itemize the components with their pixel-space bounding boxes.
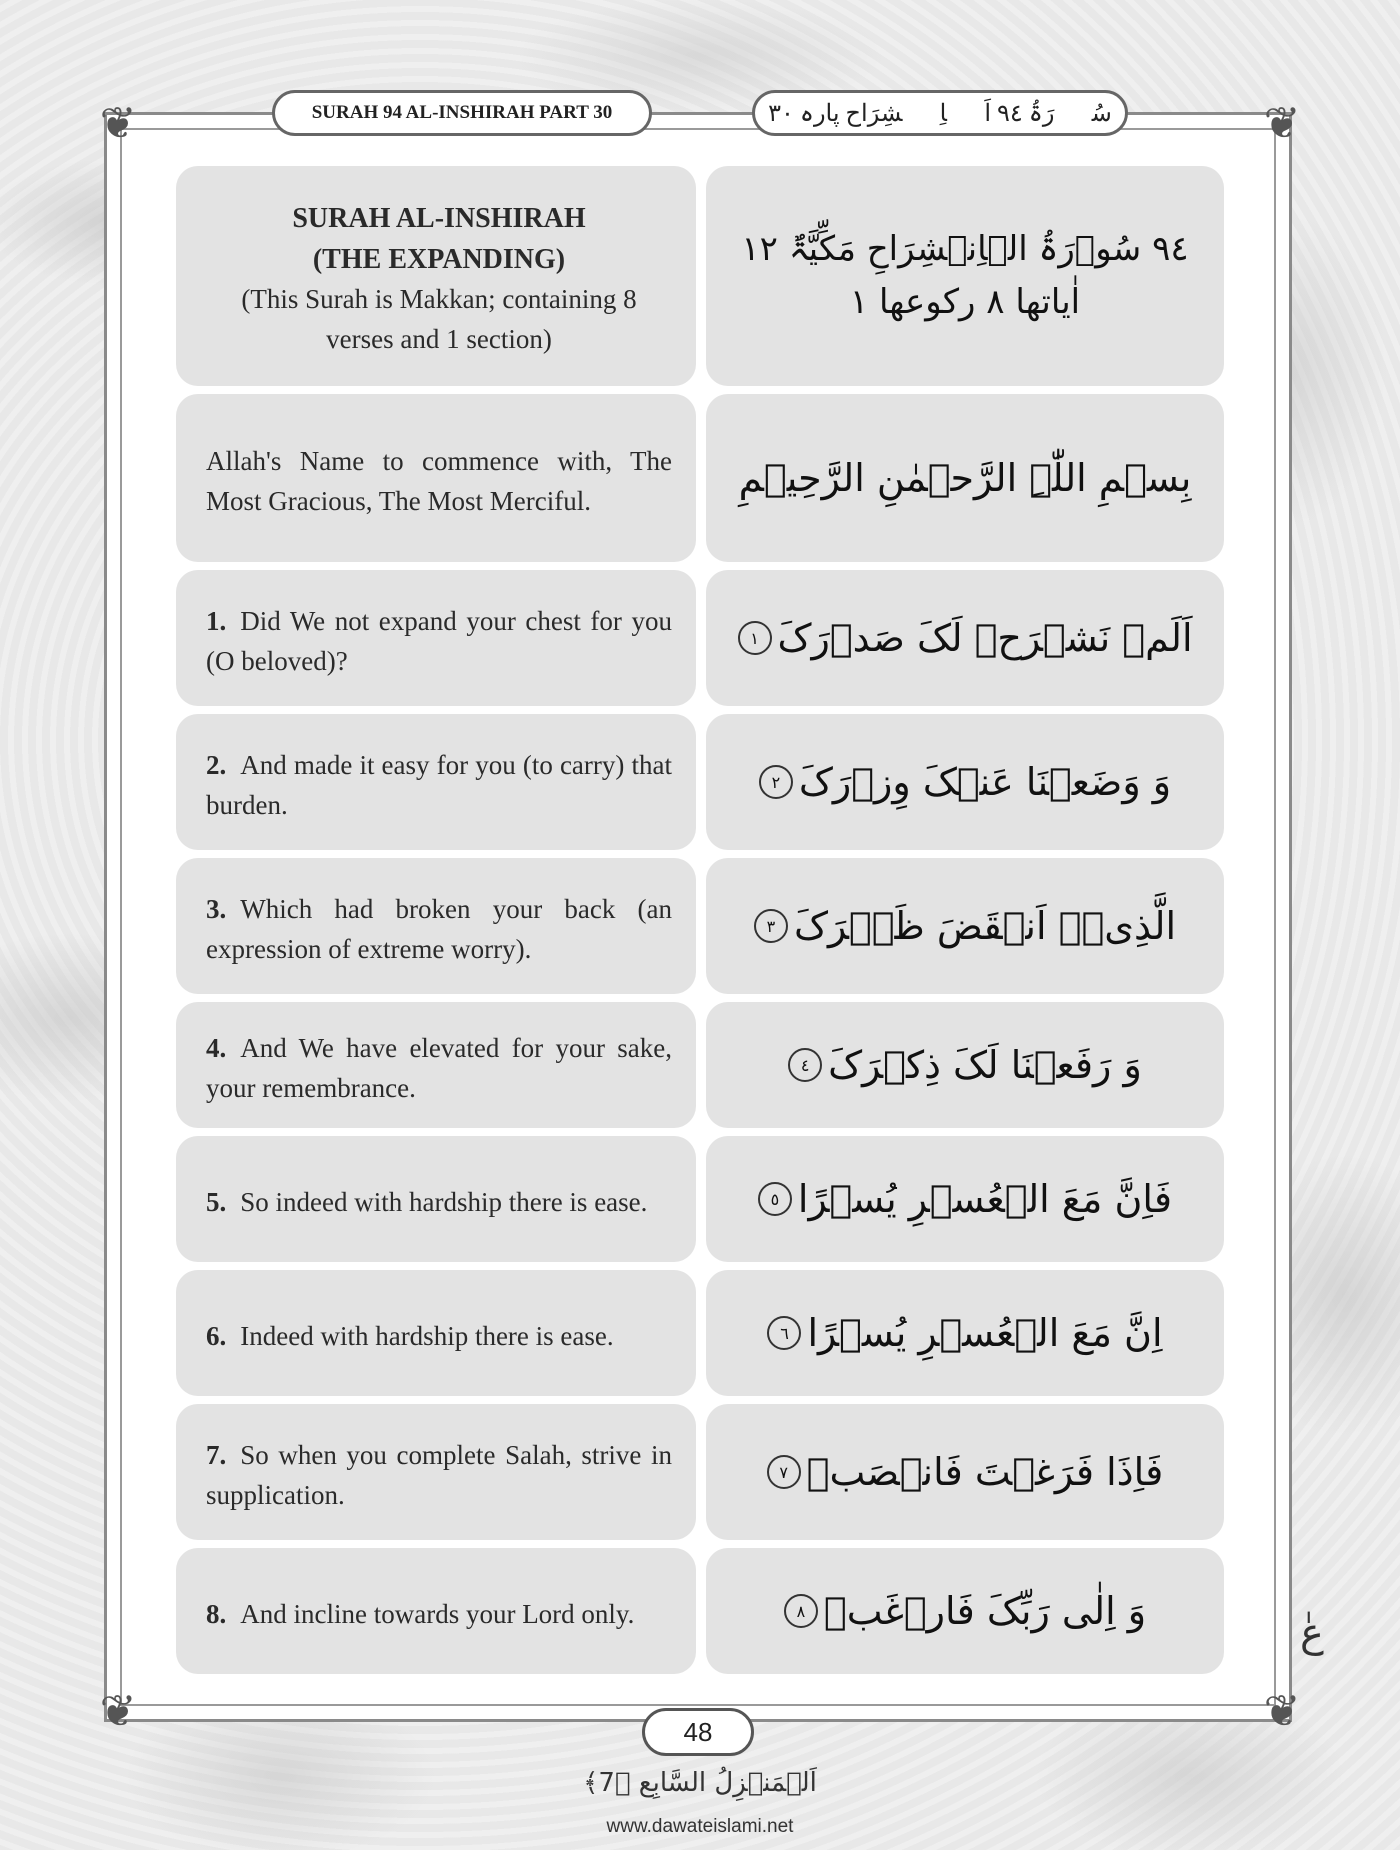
- intro-arabic-cell: [706, 166, 1224, 386]
- verse-number: 3.: [206, 893, 227, 924]
- surah-description: (This Surah is Makkan; containing 8 verses and 1 section): [241, 284, 637, 354]
- verse-arabic: اِنَّ مَعَ الۡعُسۡرِ یُسۡرًا: [807, 1311, 1163, 1355]
- header-title-arabic: سُوۡرَۃُ ٩٤ اَلۡاِنۡشِرَاح پارہ ٣٠: [752, 90, 1128, 136]
- verse-english-cell: [176, 1548, 696, 1674]
- ayah-end-icon: ٦: [767, 1316, 801, 1350]
- verse-english: And incline towards your Lord only.: [240, 1598, 635, 1629]
- corner-ornament-icon: ❦: [1263, 98, 1301, 149]
- verse-english: And made it easy for you (to carry) that burden.: [206, 749, 672, 820]
- verse-number: 6.: [206, 1320, 227, 1351]
- verse-row: [176, 1136, 1224, 1262]
- verse-english: So when you complete Salah, strive in supplication.: [206, 1439, 672, 1510]
- verse-row: [176, 1404, 1224, 1540]
- verse-arabic: فَاِنَّ مَعَ الۡعُسۡرِ یُسۡرًا: [797, 1177, 1173, 1221]
- ruku-mark: عٰ: [1300, 1610, 1324, 1656]
- verse-arabic-cell: [706, 1404, 1224, 1540]
- verse-arabic-cell: [706, 1002, 1224, 1128]
- verse-english-cell: [176, 570, 696, 706]
- verse-arabic-cell: [706, 1136, 1224, 1262]
- surah-title: SURAH AL-INSHIRAH: [292, 203, 586, 235]
- verse-row: [176, 570, 1224, 706]
- ayah-end-icon: ٨: [784, 1594, 818, 1628]
- ayah-end-icon: ٥: [758, 1182, 792, 1216]
- verse-number: 8.: [206, 1598, 227, 1629]
- surah-arabic-heading: ٩٤ سُوۡرَۃُ الۡاِنۡشِرَاحِ مَکِّیَّۃٌ ١٢: [741, 229, 1189, 270]
- intro-english-cell: [176, 166, 696, 386]
- verse-number: 1.: [206, 605, 227, 636]
- verse-english: Which had broken your back (an expression of extreme worry).: [206, 893, 672, 964]
- verse-arabic-cell: [706, 1270, 1224, 1396]
- bismillah-row: [176, 394, 1224, 562]
- surah-arabic-counts: اٰیاتها ٨ رکوعها ١: [849, 282, 1081, 322]
- website-link[interactable]: www.dawateislami.net: [606, 1816, 794, 1837]
- corner-ornament-icon: ❦: [99, 98, 137, 149]
- verse-english-cell: [176, 858, 696, 994]
- intro-row: [176, 166, 1224, 386]
- verse-arabic: وَ اِلٰی رَبِّکَ فَارۡغَبۡ: [823, 1589, 1147, 1633]
- corner-ornament-icon: ❦: [99, 1686, 137, 1737]
- verse-arabic-cell: [706, 1548, 1224, 1674]
- verse-arabic: وَ رَفَعۡنَا لَکَ ذِکۡرَکَ: [828, 1043, 1142, 1087]
- verse-number: 7.: [206, 1439, 227, 1470]
- verse-arabic-cell: [706, 570, 1224, 706]
- page-number: 48: [642, 1708, 754, 1756]
- verse-row: [176, 1002, 1224, 1128]
- verse-row: [176, 1270, 1224, 1396]
- verse-english-cell: [176, 1002, 696, 1128]
- verse-number: 5.: [206, 1186, 227, 1217]
- verse-row: [176, 714, 1224, 850]
- ayah-end-icon: ٧: [767, 1455, 801, 1489]
- surah-subtitle-title: (THE EXPANDING): [312, 243, 566, 275]
- ayah-end-icon: ٤: [788, 1048, 822, 1082]
- manzil-label: اَلۡمَنۡزِلُ السَّابِع ﴿7﴾: [583, 1768, 817, 1798]
- verse-arabic: اَلَمۡ نَشۡرَحۡ لَکَ صَدۡرَکَ: [777, 616, 1193, 660]
- verse-arabic-cell: [706, 858, 1224, 994]
- bismillah-arabic: بِسۡمِ اللّٰہِ الرَّحۡمٰنِ الرَّحِیۡمِ: [738, 456, 1192, 500]
- verse-english-cell: [176, 1136, 696, 1262]
- verse-arabic: فَاِذَا فَرَغۡتَ فَانۡصَبۡ: [806, 1450, 1164, 1494]
- verse-english: Did We not expand your chest for you (O beloved)?: [206, 605, 672, 676]
- bismillah-english-cell: [176, 394, 696, 562]
- verse-row: [176, 858, 1224, 994]
- verse-english: So indeed with hardship there is ease.: [240, 1186, 648, 1217]
- verse-english: Indeed with hardship there is ease.: [240, 1320, 614, 1351]
- verse-arabic-cell: [706, 714, 1224, 850]
- bismillah-arabic-cell: [706, 394, 1224, 562]
- ayah-end-icon: ٢: [759, 765, 793, 799]
- header-title-english: SURAH 94 AL-INSHIRAH PART 30: [272, 90, 652, 136]
- verse-english: And We have elevated for your sake, your remembrance.: [206, 1032, 672, 1103]
- verse-english-cell: [176, 1404, 696, 1540]
- verse-english-cell: [176, 1270, 696, 1396]
- verse-number: 2.: [206, 749, 227, 780]
- verse-arabic: الَّذِیۡۤ اَنۡقَضَ ظَہۡرَکَ: [793, 904, 1177, 948]
- verse-english-cell: [176, 714, 696, 850]
- corner-ornament-icon: ❦: [1263, 1686, 1301, 1737]
- verse-number: 4.: [206, 1032, 227, 1063]
- verse-arabic: وَ وَضَعۡنَا عَنۡکَ وِزۡرَکَ: [798, 760, 1172, 804]
- ayah-end-icon: ١: [738, 621, 772, 655]
- verse-row: [176, 1548, 1224, 1674]
- bismillah-english: Allah's Name to commence with, The Most Gracious, The Most Merciful.: [206, 445, 672, 516]
- ayah-end-icon: ٣: [754, 909, 788, 943]
